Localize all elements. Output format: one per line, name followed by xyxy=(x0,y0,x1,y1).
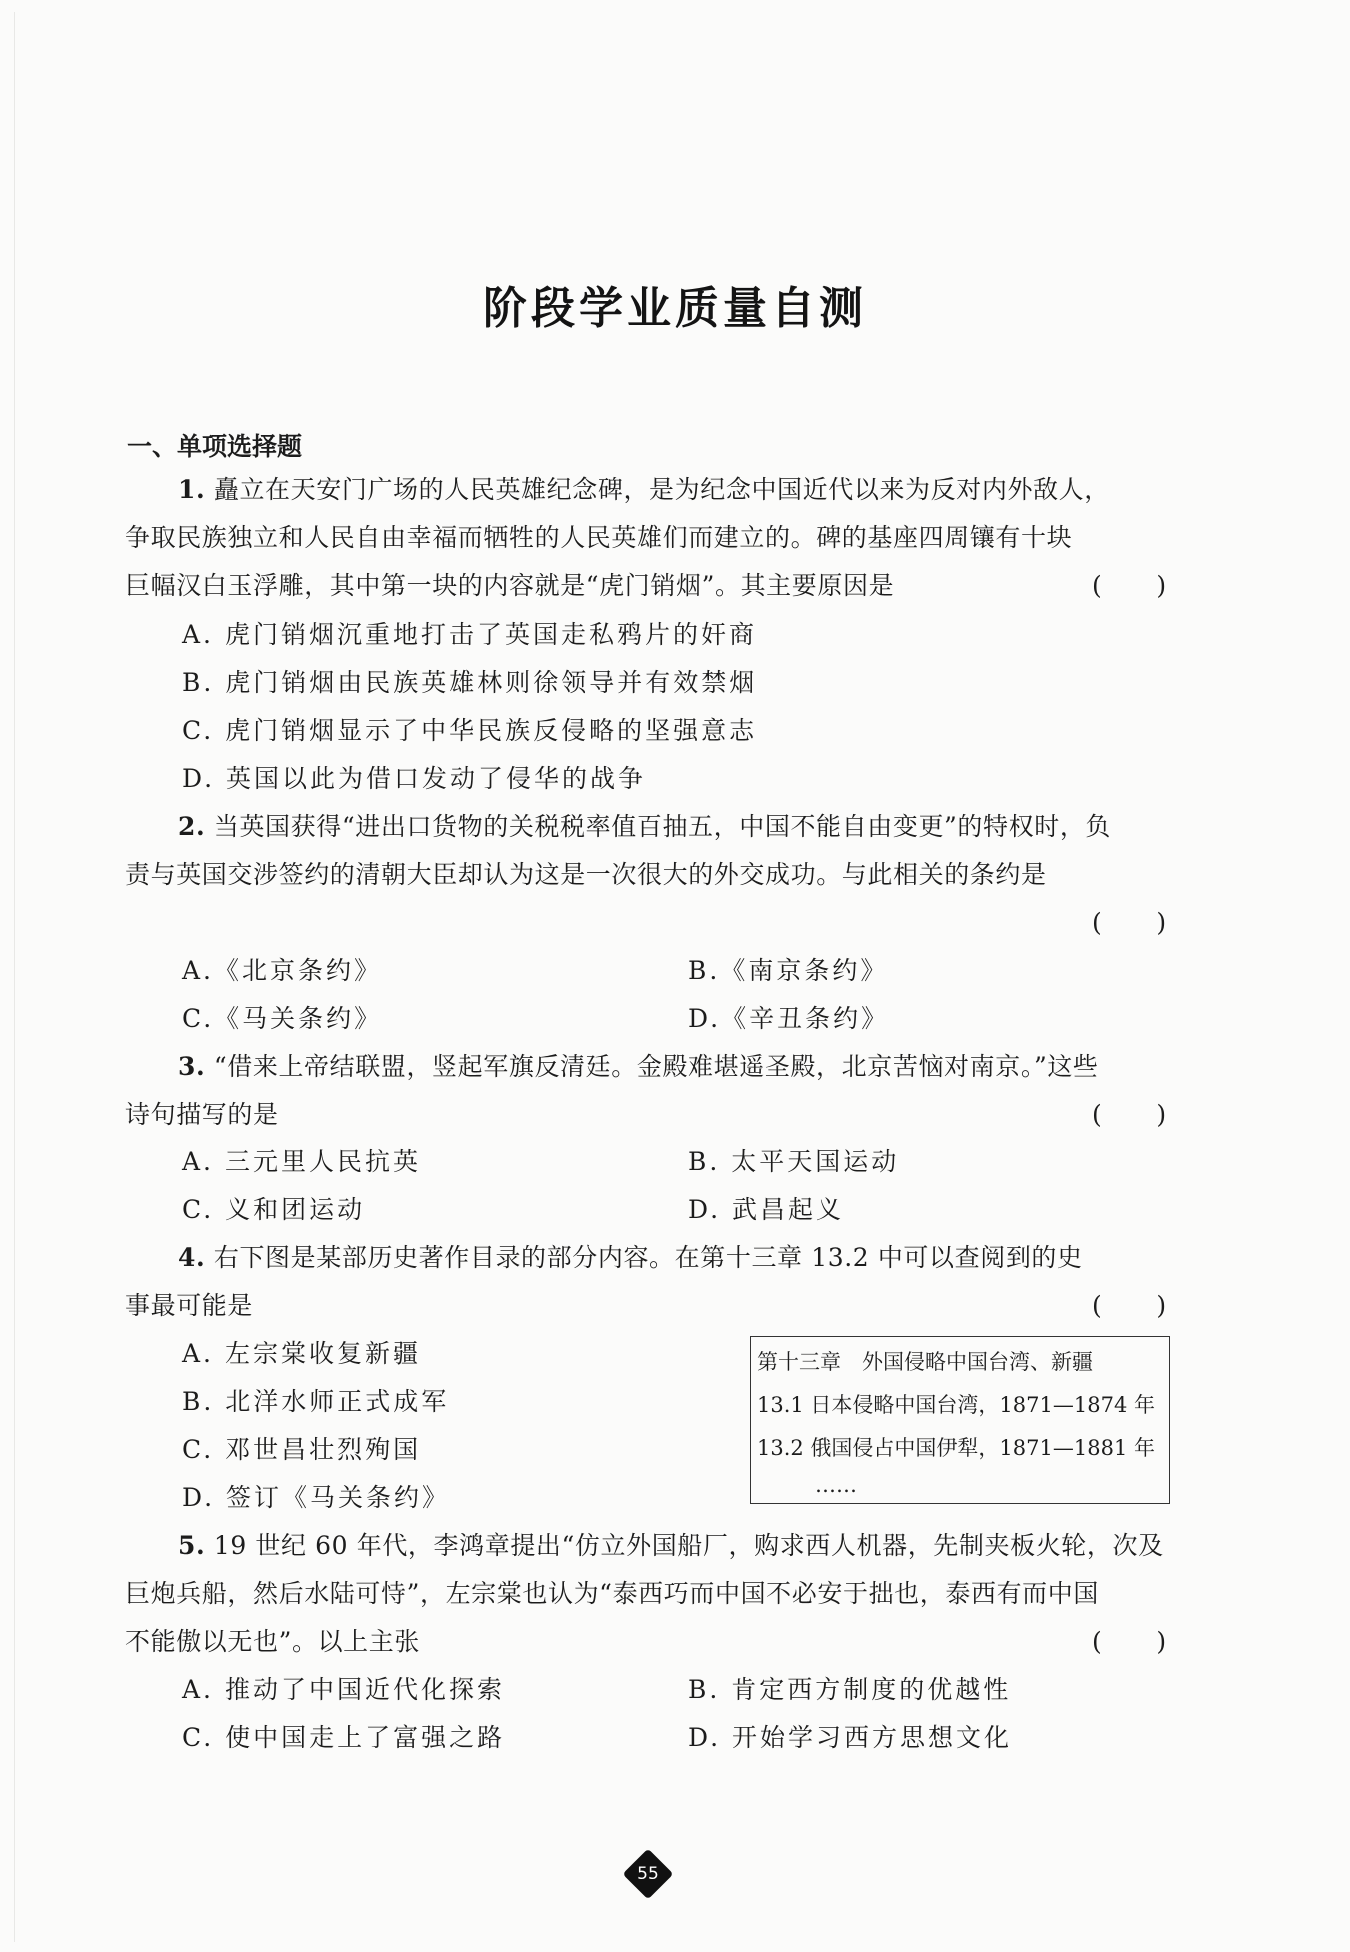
question-1-line-1 xyxy=(178,474,1110,506)
question-5-line-1 xyxy=(178,1530,1164,1562)
question-number: 5. xyxy=(178,1531,206,1560)
page-title: 阶段学业质量自测 xyxy=(483,283,867,334)
question-2-line-1 xyxy=(178,811,1111,843)
answer-bracket: ( ) xyxy=(1092,571,1168,600)
answer-bracket: ( ) xyxy=(1092,908,1168,937)
question-text: “借来上帝结联盟，竖起军旗反清廷。金殿难堪遥圣殿，北京苦恼对南京。”这些 xyxy=(213,1052,1099,1081)
section-title: 一、单项选择题 xyxy=(127,432,303,461)
table-of-contents-box xyxy=(750,1336,1170,1504)
option-d: D. 签订《马关条约》 xyxy=(182,1483,451,1512)
option-a: A.《北京条约》 xyxy=(182,956,383,985)
option-a: A. 三元里人民抗英 xyxy=(182,1147,421,1176)
page-number: 55 xyxy=(637,1864,659,1884)
question-5-line-2: 巨炮兵船，然后水陆可恃”，左宗棠也认为“泰西巧而中国不必安于拙也，泰西有而中国 xyxy=(125,1579,1099,1608)
option-d: D. 武昌起义 xyxy=(688,1195,845,1224)
question-text: 19 世纪 60 年代，李鸿章提出“仿立外国船厂，购求西人机器，先制夹板火轮，次及 xyxy=(213,1531,1164,1560)
option-b: B. 太平天国运动 xyxy=(688,1147,900,1176)
option-b: B. 北洋水师正式成军 xyxy=(182,1387,450,1416)
question-1-line-3: 巨幅汉白玉浮雕，其中第一块的内容就是“虎门销烟”。其主要原因是 xyxy=(125,571,895,600)
question-3-line-2: 诗句描写的是 xyxy=(125,1100,279,1129)
question-text: 矗立在天安门广场的人民英雄纪念碑，是为纪念中国近代以来为反对内外敌人， xyxy=(213,475,1110,504)
toc-ellipsis: …… xyxy=(815,1473,857,1497)
toc-entry: 13.2 俄国侵占中国伊犁，1871—1881 年 xyxy=(757,1436,1155,1460)
question-5-line-3: 不能傲以无也”。以上主张 xyxy=(125,1627,420,1656)
question-number: 3. xyxy=(178,1052,206,1081)
answer-bracket: ( ) xyxy=(1092,1291,1168,1320)
question-number: 2. xyxy=(178,812,206,841)
question-number: 1. xyxy=(178,475,206,504)
question-2-line-2: 责与英国交涉签约的清朝大臣却认为这是一次很大的外交成功。与此相关的条约是 xyxy=(125,860,1047,889)
option-d: D. 开始学习西方思想文化 xyxy=(688,1723,1013,1752)
answer-bracket: ( ) xyxy=(1092,1627,1168,1656)
toc-chapter-heading: 第十三章 外国侵略中国台湾、新疆 xyxy=(757,1350,1093,1374)
question-4-line-2: 事最可能是 xyxy=(125,1291,254,1320)
question-text: 右下图是某部历史著作目录的部分内容。在第十三章 13.2 中可以查阅到的史 xyxy=(213,1243,1083,1272)
option-c: C. 使中国走上了富强之路 xyxy=(182,1723,506,1752)
option-c: C. 邓世昌壮烈殉国 xyxy=(182,1435,422,1464)
answer-bracket: ( ) xyxy=(1092,1100,1168,1129)
question-3-line-1 xyxy=(178,1051,1099,1083)
option-a: A. 左宗棠收复新疆 xyxy=(182,1339,421,1368)
option-c: C.《马关条约》 xyxy=(182,1004,383,1033)
question-text: 当英国获得“进出口货物的关税税率值百抽五，中国不能自由变更”的特权时，负 xyxy=(213,812,1112,841)
option-b: B.《南京条约》 xyxy=(688,956,889,985)
question-1-line-2: 争取民族独立和人民自由幸福而牺牲的人民英雄们而建立的。碑的基座四周镶有十块 xyxy=(125,523,1073,552)
option-b: B. 虎门销烟由民族英雄林则徐领导并有效禁烟 xyxy=(182,668,758,697)
page-number-badge xyxy=(624,1850,672,1898)
toc-entry: 13.1 日本侵略中国台湾，1871—1874 年 xyxy=(757,1393,1155,1417)
option-c: C. 义和团运动 xyxy=(182,1195,366,1224)
option-a: A. 推动了中国近代化探索 xyxy=(182,1675,505,1704)
option-d: D.《辛丑条约》 xyxy=(688,1004,890,1033)
option-d: D. 英国以此为借口发动了侵华的战争 xyxy=(182,764,647,793)
question-4-line-1 xyxy=(178,1242,1083,1274)
option-c: C. 虎门销烟显示了中华民族反侵略的坚强意志 xyxy=(182,716,758,745)
option-b: B. 肯定西方制度的优越性 xyxy=(688,1675,1012,1704)
option-a: A. 虎门销烟沉重地打击了英国走私鸦片的奸商 xyxy=(182,620,757,649)
question-number: 4. xyxy=(178,1243,206,1272)
